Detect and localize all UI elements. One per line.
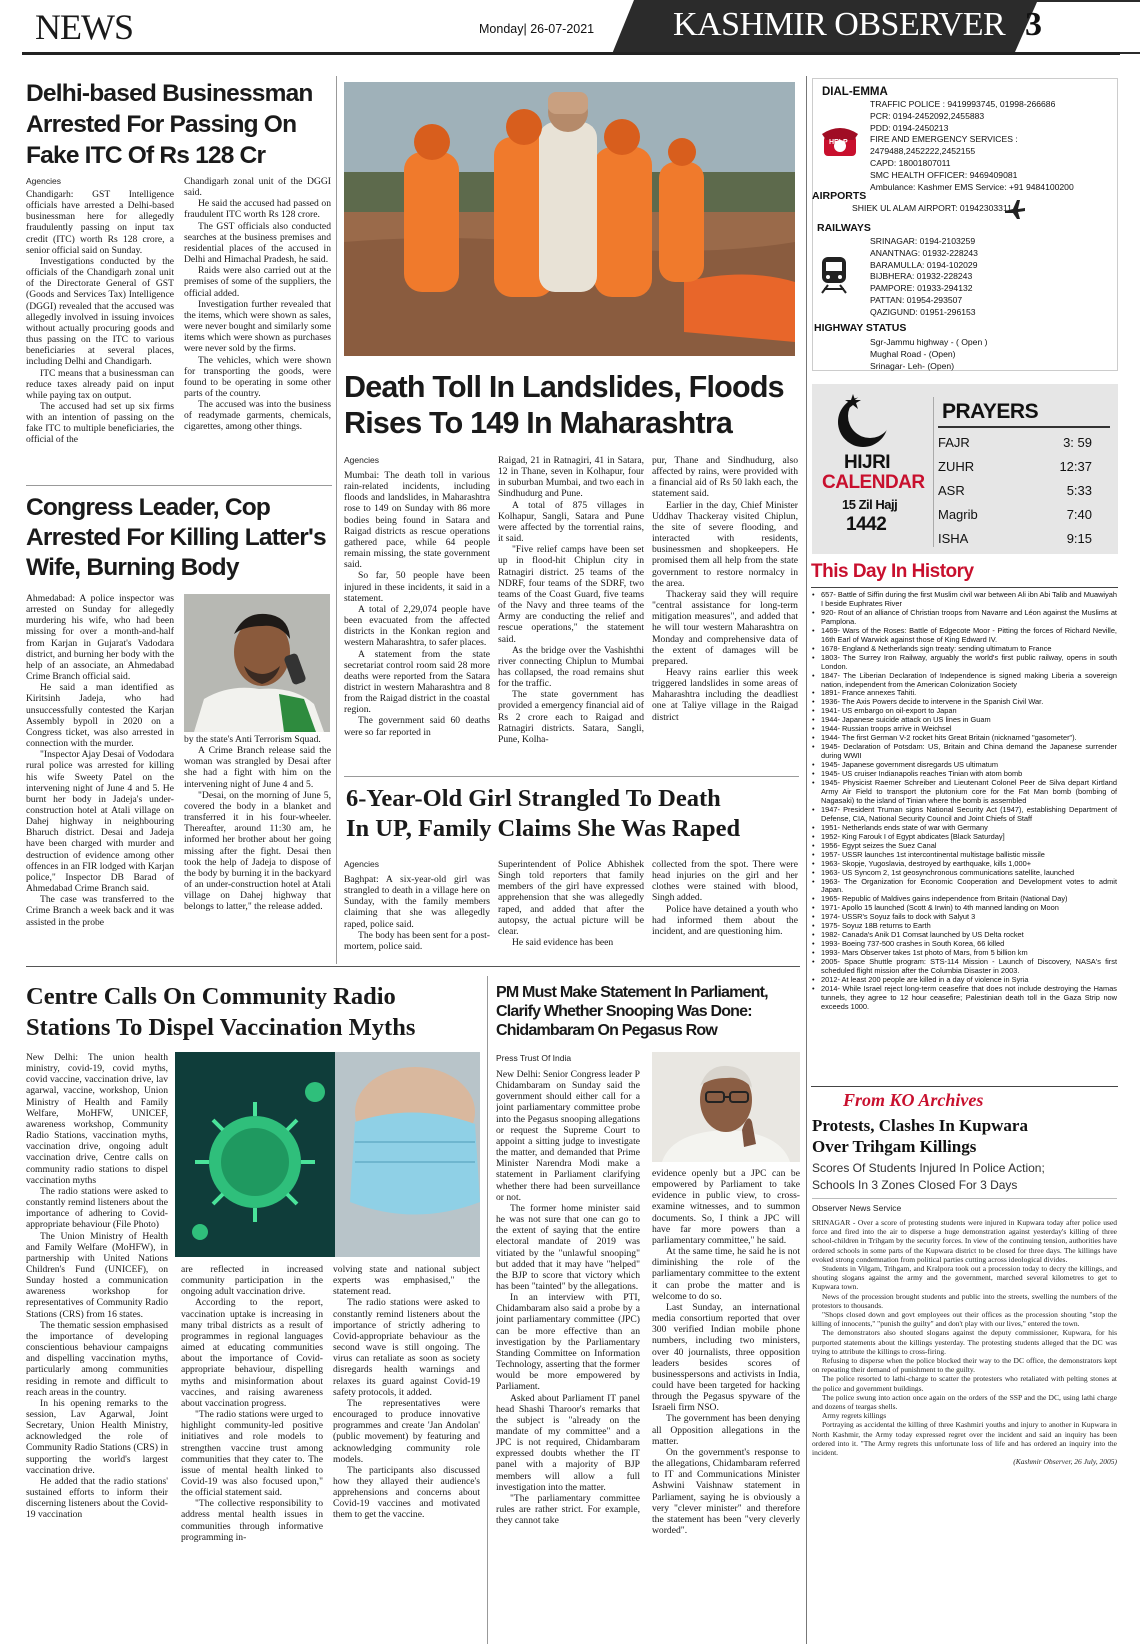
history-item: • 2012- At least 200 people are killed in a day of violence in Syria — [812, 976, 1117, 985]
headline-line: Delhi-based Businessman — [26, 80, 313, 107]
headline-line: Centre Calls On Community Radio — [26, 983, 396, 1010]
article-radio-headline — [26, 981, 415, 1043]
history-item: • 920- Rout of an alliance of Christian troops from Navarre and Léon against the Muslims at Pamplona. — [812, 609, 1117, 627]
column-divider — [487, 976, 488, 1644]
headline-line: Protests, Clashes In Kupwara — [812, 1116, 1028, 1135]
headline-line: PM Must Make Statement In Parliament, — [496, 984, 768, 1001]
divider — [344, 776, 799, 777]
article-pegasus-headline — [496, 983, 768, 1040]
headline-line: Congress Leader, Cop — [26, 494, 271, 521]
column-divider — [336, 76, 337, 964]
history-item: • 1947- President Truman signs National Security Act (1947), establishing Department of Defense, CIA, National Security Council and Joint Chiefs of Staff — [812, 806, 1117, 824]
article-girl-col2: Superintendent of Police Abhishek Singh told reporters that family members of the girl have expressed apprehension that she was allegedly raped, and added that after the autopsy, the actual picture will be clear. He said evidence has been — [498, 859, 644, 949]
headline-line: Wife, Burning Body — [26, 554, 239, 581]
subheadline-line: Schools In 3 Zones Closed For 3 Days — [812, 1178, 1018, 1192]
history-item: • 1993- Boeing 737-500 crashes in South Korea, 66 killed — [812, 940, 1117, 949]
history-item: • 657- Battle of Siffin during the first Muslim civil war between Ali ibn Abi Talib and Muawiyah I beside Euphrates River — [812, 591, 1117, 609]
archives-headline — [812, 1115, 1028, 1157]
prayer-time: 3: 59 — [1063, 434, 1092, 450]
headline-line: Rises To 149 In Maharashtra — [344, 406, 733, 440]
divider — [26, 966, 800, 967]
prayer-row — [938, 430, 1110, 454]
prayer-row — [938, 454, 1110, 478]
history-item: • 2005- Space Shuttle program: STS-114 Mission - Launch of Discovery, NASA's first scheduled flight mission after the Columbia Disaster in 2003. — [812, 958, 1117, 976]
chidambaram-photo — [652, 1052, 800, 1162]
railway-line: ANANTNAG: 01932-228243 — [870, 247, 978, 258]
dial-emma-title: DIAL-EMMA — [822, 86, 888, 98]
history-item: • 1963- US Syncom 2, 1st geosynchronous communications satellite, launched — [812, 869, 1117, 878]
prayers-title: PRAYERS — [942, 400, 1039, 423]
history-item: • 1944- Japanese suicide attack on US lines in Guam — [812, 716, 1117, 725]
railway-line: BARAMULLA: 0194-102029 — [870, 259, 978, 270]
section-name: NEWS — [35, 7, 133, 47]
history-item: • 1941- US embargo on oil-export to Japan — [812, 707, 1117, 716]
history-item: • 1971- Apollo 15 launched (Scott & Irwin) to 4th manned landing on Moon — [812, 904, 1117, 913]
history-item: • 1803- The Surrey Iron Railway, arguably the world's first public railway, opens in south London. — [812, 654, 1117, 672]
byline: Agencies — [26, 176, 61, 186]
prayer-time: 9:15 — [1066, 530, 1092, 546]
emergency-line: TRAFFIC POLICE : 9419993745, 01998-266686 — [870, 99, 1056, 109]
prayer-name: ASR — [938, 482, 965, 498]
divider — [811, 1086, 1118, 1087]
airport-line: SHIEK UL ALAM AIRPORT: 01942303311 — [852, 203, 1012, 213]
article-cop-col1: Ahmedabad: A police inspector was arrested on Sunday for allegedly murdering his wife, who had been missing for over a month-and-half from Karjan in Gujarat's Vadodara district, and burning her body with the help of an associate, an Ahmedabad Crime Branch official said. He said a man identified as Kiritsinh Jadeja, who had unsuccessfully contested the Karjan Assembly bypoll in 2020 on a Congress ticket, was also arrested in connection with the murder. "Inspector Ajay Desai of Vododara rural police was arrested for killing his wife Sweety Patel on the intervening night of June 4 and 5. He burnt her body in Jadeja's under-construction hotel at Atali village on Dahej highway in neighbouring Bharuch district. Desai and Jadeja have been charged with murder and destruction of evidence among other offences in an FIR lodged with Karjan police," Inspector DB Barad of Ahmedabad Crime Branch said. The case was transferred to the Crime Branch a week back and it was assisted in the probe — [26, 593, 174, 928]
prayer-name: ISHA — [938, 530, 969, 546]
history-item: • 1982- Canada's Anik D1 Comsat launched by US Delta rocket — [812, 931, 1117, 940]
crescent-moon-icon — [835, 392, 891, 448]
headline-line: Death Toll In Landslides, Floods — [344, 370, 784, 404]
prayer-name: ZUHR — [938, 458, 975, 474]
emergency-numbers — [870, 99, 1074, 193]
headline-line: Fake ITC Of Rs 128 Cr — [26, 142, 266, 169]
history-item: • 1945- Japanese government disregards US ultimatum — [812, 761, 1117, 770]
prayer-time: 12:37 — [1059, 458, 1092, 474]
prayer-name: FAJR — [938, 434, 970, 450]
divider — [26, 485, 332, 486]
history-item: • 1945- US cruiser Indianapolis reaches Tinian with atom bomb — [812, 770, 1117, 779]
archives-title: From KO Archives — [843, 1090, 984, 1110]
history-item: • 1963- Skopje, Yugoslavia, destroyed by earthquake, kills 1,000+ — [812, 860, 1117, 869]
article-businessman-col1: Chandigarh: GST Intelligence officials have arrested a Delhi-based businessman here for allegedly fraudulently passing on input tax credit (ITC) worth Rs 128 crore, a senior official said on Sunday. Investigations conducted by the officials of the Chandigarh zonal unit of the Directorate General of GST (Goods and Services Tax) Intelligence (DGGI) revealed that the accused was allegedly involved in issuing invoices without actually procuring goods and thus passing on the ITC to various beneficiaries at several places, including Delhi and Chandigarh. ITC means that a businessman can reduce taxes already paid on input while paying tax on output. The accused had set up six firms with an intention of passing on the fake ITC to multiple beneficiaries, the official of the — [26, 189, 174, 446]
byline: Observer News Service — [812, 1203, 902, 1213]
article-radio-col3: volving state and national subject experts was emphasised," the statement read. The radio stations were asked to constantly remind listeners about the importance of strictly adhering to Covid-appropriate behaviour as the second wave is still ongoing. The virus can retaliate as soon as society disregards health warnings and relaxes its guard against Covid-19 safety protocols, it added. The representatives were encouraged to produce innovative programmes and create 'Jan Andolan' (public movement) by featuring and acknowledging community role models. The participants also discussed how they allayed their audience's apprehensions and concerns about Covid-19 vaccines and motivated them to get the vaccine. — [333, 1264, 480, 1521]
headline-line: 6-Year-Old Girl Strangled To Death — [346, 785, 721, 812]
history-item: • 1993- Mars Observer takes 1st photo of Mars, from 5 billion km — [812, 949, 1117, 958]
byline: Agencies — [344, 455, 379, 465]
railway-numbers — [870, 236, 978, 319]
history-item: • 2014- While Israel reject long-term ceasefire that does not include destroying the Hamas tunnels, they agree to 12 hour ceasefire; Palestinian death toll in the Gaza Strip now exceeds 1000. — [812, 985, 1117, 1012]
history-item: • 1965- Republic of Maldives gains independence from Britain (National Day) — [812, 895, 1117, 904]
emergency-line: 2479488,2452222,2452155 — [870, 146, 976, 157]
divider — [811, 587, 1118, 588]
archives-subheadline — [812, 1160, 1045, 1194]
article-pegasus-col2: evidence openly but a JPC can be empowered by Parliament to take evidence in public view, to cross-examine witnesses, and to summon documents. So, I think a JPC will have far more powers than a parliamentary committee," he said. At the same time, he said he is not diminishing the role of the parliamentary committee to the extent it can probe the matter and is welcome to do so. Last Sunday, an international media consortium reported that over 300 verified Indian mobile phone numbers, including two ministers, over 40 journalists, three opposition leaders besides scores of businesspersons and activists in India, could have been targeted for hacking through the Pegasus spyware of the Israeli firm NSO. The government has been denying all Opposition allegations in the matter. On the government's response to the allegations, Chidambaram referred to IT and Communications Minister Ashwini Vaishnaw statement in Parliament, saying he is obviously a very "clever minister" and therefore the statement has been "very cleverly worded". — [652, 1168, 800, 1536]
divider — [812, 1198, 1117, 1199]
article-flood-col2: Raigad, 21 in Ratnagiri, 41 in Satara, 12 in Thane, seven in Kolhapur, four in suburban Mumbai, and two each in Sindhudurg and Pune. A total of 875 villages in Kolhapur, Sangli, Satara and Pune were affected by the torrential rains, it said. "Five relief camps have been set up in flood-hit Chiplun city in Ratnagiri district. 25 teams of the NDRF, four teams of the SDRF, two teams of the Coast Guard, five teams of the Navy and three teams of the Army are conducting the relief and rescue operations," the statement said. As the bridge over the Vashishthi river connecting Chiplun to Mumbai has collapsed, the road remains shut for the traffic. The state government has provided a emergency financial aid of Rs 2 crore each to Raigad and Ratnagiri districts. Satara, Sangli, Pune, Kolha- — [498, 455, 644, 745]
byline: Agencies — [344, 859, 379, 869]
archives-body: SRINAGAR - Over a score of protesting students were injured in Kupwara today after police used force and fired into the air to disperse a huge demonstration against yesterday's killing of three school-children in Trihgam by the security forces. In view of the continuing tension, authorities have ordered schools in some parts of the Kupwara district to be closed for three days. The killings have evoked strong condemnation from political parties cutting across ideological divides. Students in Vilgam, Trihgam, and Kralpora took out a procession today to decry the killings, and shouting slogans against the army and the government, marched several kilometres to get to Kupwara town. News of the procession brought students and public into the streets, swelling the numbers of the protestors to thousands. "Shops closed down and govt employees out their offices as the procession shouting "stop the killing of innocents," "punish the guilty" and don't play with our lives," entered the town. The demonstrators also shouted slogans against the deputy commissioner, Kupwara, for his purported statements about the killings yesterday. The protesting students alleged that the DC was trying to attribute the killings to cross-firing. Refusing to disperse when the police blocked their way to the DC office, the demonstrators kept on repeating their demand of punishment to the guilty. The police resorted to lathi-charge to scatter the protesters who retaliated with pelting stones at the police and government buildings. The police swung into action once again on the orders of the SSP and the DC, using lathi charge and dozens of teargas shells. Army regrets killings Portraying as accidental the killing of three Kashmiri youths and injury to another in Kupwara in North Kashmir, the Army today expressed regret over the incident and said an inquiry has been ordered into it. "The Army regrets this unfortunate loss of life and has ordered an inquiry into the incident. (Kashmir Observer, 26 July, 2005) — [812, 1218, 1117, 1467]
train-icon — [818, 255, 850, 295]
emergency-line: Ambulance: Kashmer EMS Service: +91 9484100200 — [870, 181, 1074, 192]
emergency-line: PCR: 0194-2452092,2455883 — [870, 110, 985, 121]
hijri-year: 1442 — [846, 514, 887, 535]
flood-rescue-photo — [344, 82, 795, 356]
calendar-label: CALENDAR — [822, 472, 925, 493]
article-pegasus-col1: New Delhi: Senior Congress leader P Chidambaram on Sunday said the government should either call for a joint parliamentary committee probe into the Pegasus snooping allegations or request the Supreme Court to appoint a sitting judge to investigate the matter, and demanded that Prime Minister Narendra Modi make a statement in Parliament clarifying whether there had been surveillance or not. The former home minister said he was not sure that one can go to the extent of saying that the entire electoral mandate of 2019 was vitiated by the "unlawful snooping" but added that it may have "helped" the BJP to score that victory which has been "tainted" by the allegations. In an interview with PTI, Chidambaram also said a probe by a joint parliamentary committee (JPC) can be more effective than an investigation by the Parliamentary Standing Committee on Information Technology, asserting that the former would be more empowered by Parliament. Asked about Parliament IT panel head Shashi Tharoor's remarks that the subject is "already on the mandate of my committee" and a JPC is not required, Chidambaram expressed doubts whether the IT panel with a majority of BJP members will allow a full investigation into the matter. "The parliamentary committee rules are rather strict. For example, they cannot take — [496, 1069, 640, 1527]
highway-status-label: HIGHWAY STATUS — [814, 322, 907, 334]
prayer-row — [938, 502, 1110, 526]
article-flood-headline — [344, 369, 784, 441]
archives-credit: (Kashmir Observer, 26 July, 2005) — [1013, 1457, 1117, 1467]
headline-line: Arrested For Killing Latter's — [26, 524, 326, 551]
headline-line: Stations To Dispel Vaccination Myths — [26, 1014, 416, 1041]
history-item: • 1951- Netherlands ends state of war with Germany — [812, 824, 1117, 833]
article-cop-headline — [26, 493, 326, 583]
highway-line: Sgr-Jammu highway - ( Open ) — [870, 337, 988, 347]
prayer-time: 7:40 — [1066, 506, 1092, 522]
history-item: • 1891- France annexes Tahiti. — [812, 689, 1117, 698]
history-item: • 1963- The Organization for Economic Cooperation and Development votes to admit Japan. — [812, 878, 1117, 896]
article-flood-col3: pur, Thane and Sindhudurg, also affected by rains, were provided with a financial aid of Rs 50 lakh each, the statement said. Earlier in the day, Chief Minister Uddhav Thackeray visited Chiplun, the site of severe flooding, and interacted with residents, businessmen and shopkeepers. He promised them all help from the state government to restore normalcy in the area. Thackeray said they will require "central assistance for long-term mitigation measures", and added that he will tour western Maharashtra on Monday and comprehensive data of the extent of damages will be prepared. Heavy rains earlier this week triggered landslides in some areas of Maharashtra including the deadliest one at Taliye village in the Raigad district — [652, 455, 798, 723]
history-item: • 1952- King Farouk I of Egypt abdicates [Black Saturday] — [812, 833, 1117, 842]
emergency-line: CAPD: 18001807011 — [870, 157, 951, 168]
emergency-line: PDD: 0194-2450213 — [870, 122, 949, 133]
history-item: • 1847- The Liberian Declaration of Independence is signed making Liberia a sovereign nation, independent from the American Colonization Society — [812, 672, 1117, 690]
airports-label: AIRPORTS — [812, 190, 867, 202]
emergency-line: SMC HEALTH OFFICER: 9469409081 — [870, 169, 1018, 180]
history-item: • 1974- USSR's Soyuz fails to dock with Salyut 3 — [812, 913, 1117, 922]
article-girl-col3: collected from the spot. There were head injuries on the girl and her clothes were stained with blood, Singh added. Police have detained a youth who had informed them about the incident, and are questioning him. — [652, 859, 798, 937]
railway-line: BIJBHERA: 01932-228243 — [870, 271, 973, 282]
headline-line: Chidambaram On Pegasus Row — [496, 1022, 718, 1039]
history-item: • 1678- England & Netherlands sign treaty: sending ultimatum to France — [812, 645, 1117, 654]
article-girl-headline — [346, 784, 740, 844]
article-radio-col2: are reflected in increased community participation in the ongoing adult vaccination drive. According to the report, vaccination uptake is increasing in many tribal districts as a result of programmes in regional languages aimed at educating communities about the importance of Covid-appropriate behaviour, dispelling myths and misinformation about vaccines, and raising awareness about vaccination progress. "The radio stations were urged to highlight community-led positive initiatives and role models to strengthen vaccine trust among communities that they cater to. The issue of mental health linked to Covid-19 was also focused upon," the official statement said. "The collective responsibility to address mental health issues in communities through informative programming in- — [181, 1264, 323, 1543]
history-item: • 1936- The Axis Powers decide to intervene in the Spanish Civil War. — [812, 698, 1117, 707]
railways-label: RAILWAYS — [817, 222, 871, 234]
railway-line: SRINAGAR: 0194-2103259 — [870, 236, 976, 246]
help-sign: HELP — [829, 139, 848, 146]
subheadline-line: Scores Of Students Injured In Police Action; — [812, 1161, 1045, 1175]
history-item: • 1944- Russian troops arrive in Weichsel — [812, 725, 1117, 734]
highway-line: Mughal Road - (Open) — [870, 348, 956, 359]
headline-line: Over Trihgam Killings — [812, 1137, 977, 1156]
emergency-line: FIRE AND EMERGENCY SERVICES : — [870, 134, 1018, 145]
article-flood-col1: Mumbai: The death toll in various rain-related incidents, including floods and landslides, in Maharashtra rose to 149 on Sunday with 86 more bodies being found in Satara and Raigad districts as rescue operations gathered pace, while 64 people remain missing, the state government said. So far, 50 people have been injured in these incidents, it said in a statement. A total of 2,29,074 people have been evacuated from the affected districts in the Konkan region and western Maharashtra, to safer places. A statement from the state secretariat control room said 28 more deaths were reported from the Satara district in western Maharashtra and 8 from the Raigad district in the coastal region. The government said 60 deaths were so far reported in — [344, 470, 490, 738]
prayer-row — [938, 526, 1110, 550]
top-rule — [22, 52, 1120, 55]
history-title: This Day In History — [811, 561, 974, 582]
page-number: 3 — [1025, 6, 1042, 43]
railway-line: PATTAN: 01954-293507 — [870, 294, 963, 305]
article-cop-col2: by the state's Anti Terrorism Squad. A Crime Branch release said the woman was strangled by Desai after she had a fight with him on the intervening night of June 4 and 5. "Desai, on the morning of June 5, covered the body in a blanket and transferred it in his four-wheeler. Thereafter, around 11:30 am, he informed her brother about her going missing after the fight. Desai then took the help of Jadeja to dispose of the body by burning it in the backyard of an under-construction hotel at Atali village on Dahej highway that belongs to latter," the release added. — [184, 734, 331, 913]
sidebar-divider — [806, 76, 807, 1644]
virus-mask-photo — [175, 1052, 480, 1257]
history-item: • 1956- Egypt seizes the Suez Canal — [812, 842, 1117, 851]
history-item: • 1957- USSR launches 1st intercontinental multistage ballistic missile — [812, 851, 1117, 860]
prayer-times — [938, 430, 1110, 550]
prayer-name: Magrib — [938, 506, 978, 522]
headline-line: In UP, Family Claims She Was Raped — [346, 815, 741, 842]
article-girl-col1: Baghpat: A six-year-old girl was strangled to death in a village here on Sunday, with the family members claiming that she was allegedly raped, police said. The body has been sent for a post-mortem, police said. — [344, 874, 490, 952]
headline-line: Clarify Whether Snooping Was Done: — [496, 1003, 752, 1020]
prayers-rule — [938, 426, 1110, 428]
prayer-row — [938, 478, 1110, 502]
suspect-photo — [184, 594, 330, 732]
byline: Press Trust Of India — [496, 1053, 572, 1063]
airplane-icon — [1003, 197, 1027, 221]
railway-line: PAMPORE: 01933-294132 — [870, 283, 973, 294]
history-item: • 1944- The first German V-2 rocket hits Great Britain (nicknamed "gasometer"). — [812, 734, 1117, 743]
issue-date: Monday| 26-07-2021 — [479, 22, 595, 36]
calendar-divider — [933, 397, 934, 547]
article-businessman-col2: Chandigarh zonal unit of the DGGI said. He said the accused had passed on fraudulent ITC worth Rs 128 crore. The GST officials also conducted searches at the business premises and residential places of the accused in Delhi and Himachal Pradesh, he said. Raids were also carried out at the premises of some of the suppliers, the official added. Investigation further revealed that the items, which were shown as sales, were never bought and similarly some items which were shown as purchases were never sold by the firms. The vehicles, which were shown for transporting the goods, were found to be operating in some other parts of the country. The accused was into the business of readymade garments, chemicals, cigarettes, among other things. — [184, 176, 331, 433]
highway-status — [870, 337, 987, 372]
paper-name: KASHMIR OBSERVER — [673, 6, 1006, 43]
article-radio-col1: New Delhi: The union health ministry, covid-19, covid myths, covid vaccine, vaccination drive, lav agarwal, vaccine, workshop, Union Ministry of Health and Family Welfare, MoHFW, UNICEF, awareness workshop, Community Radio Stations, vaccination myths, vaccination drive, ongoing adult vaccination drive, Centre calls on community radio stations to dispel vaccination myths The radio stations were asked to constantly remind listeners about the importance of adhering to Covid-appropriate behaviour (File Photo) The Union Ministry of Health and Family Welfare (MoHFW), in partnership with United Nations Children's Fund (UNICEF), on Sunday hosted a communication awareness workshop for representatives of Community Radio Stations (CRS) from 16 states. The thematic session emphasised the importance of developing conscientious behaviour campaigns and dispelling vaccination myths, particularly among communities residing in remote and difficult to reach areas in the country. In his opening remarks to the session, Lav Agarwal, Joint Secretary, Union Health Ministry, acknowledged the role of Community Radio Stations (CRS) in supporting the world's largest vaccination drive. He added that the radio stations' sustained efforts to inform their discerning listeners about the Covid-19 vaccination — [26, 1052, 168, 1521]
history-list — [812, 591, 1117, 1081]
railway-line: QAZIGUND: 01951-296153 — [870, 306, 976, 317]
hijri-date: 15 Zil Hajj — [842, 497, 898, 512]
highway-line: Srinagar- Leh- (Open) — [870, 360, 955, 371]
history-item: • 1975- Soyuz 18B returns to Earth — [812, 922, 1117, 931]
history-item: • 1945- Declaration of Potsdam: US, Britain and China demand the Japanese surrender during WWII — [812, 743, 1117, 761]
prayer-time: 5:33 — [1066, 482, 1092, 498]
history-item: • 1469- Wars of the Roses: Battle of Edgecote Moor - Pitting the forces of Richard Neville, 16th Earl of Warwick against those of King Edward IV. — [812, 627, 1117, 645]
headline-line: Arrested For Passing On — [26, 111, 297, 138]
article-businessman-headline — [26, 78, 313, 171]
history-item: • 1945- Physicist Raemer Schreiber and Lieutenant Colonel Peer de Silva depart Kirtland Army Air Field to transport the plutonium core for the Fat Man bomb (bombing of Nagasaki) to the island of Tinian where the bomb is assembled — [812, 779, 1117, 806]
hijri-label: HIJRI — [844, 452, 891, 473]
